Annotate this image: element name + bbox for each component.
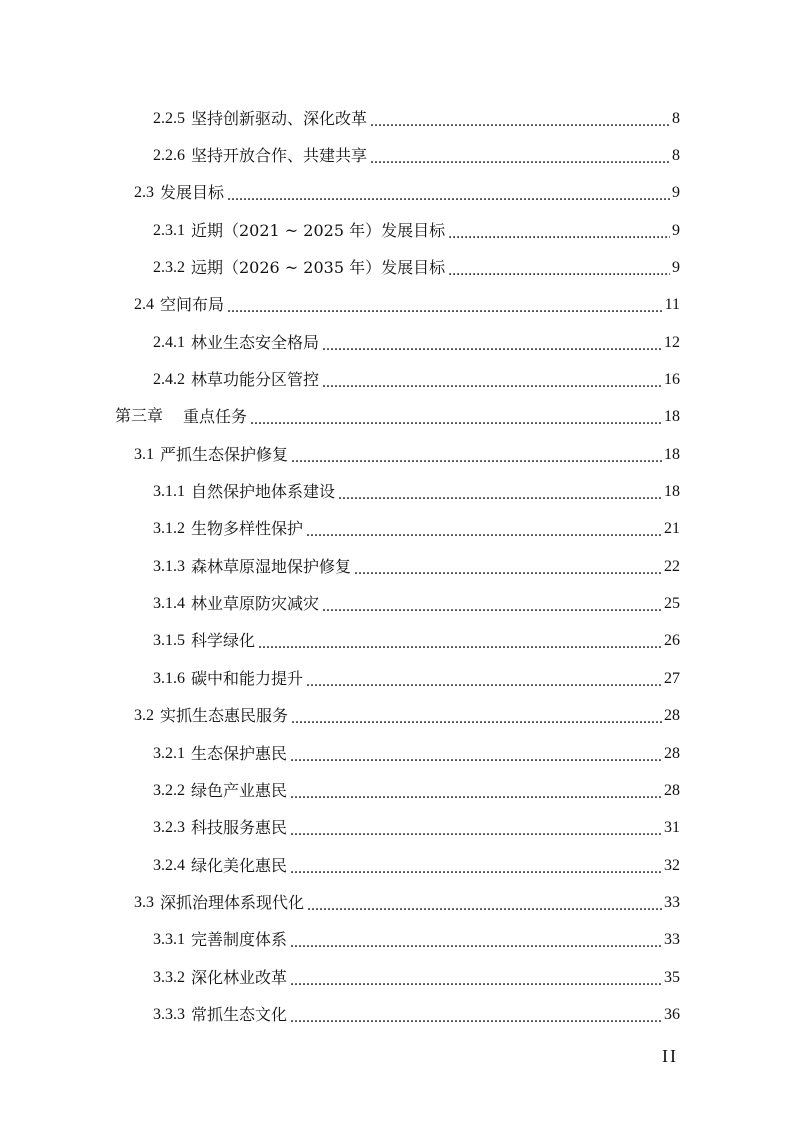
dot-leader <box>307 896 662 916</box>
toc-entry[interactable] <box>0 996 793 1033</box>
toc-entry[interactable] <box>0 511 793 548</box>
toc-entry[interactable] <box>0 660 793 697</box>
toc-entry-title: 坚持创新驱动、深化改革 <box>191 108 368 128</box>
toc-entry[interactable] <box>0 137 793 174</box>
toc-entry-page: 12 <box>664 333 680 351</box>
dot-leader <box>290 859 662 879</box>
dot-leader <box>227 186 670 206</box>
dot-leader <box>291 709 662 729</box>
dot-leader <box>227 298 663 318</box>
toc-entry-number: 3.2.1 <box>153 744 185 762</box>
toc-entry-title: 远期（2026 ~ 2035 年）发展目标 <box>191 258 446 278</box>
toc-entry[interactable] <box>0 361 793 398</box>
dot-leader <box>448 261 670 281</box>
toc-entry-page: 22 <box>664 557 680 575</box>
toc-entry[interactable] <box>0 959 793 996</box>
table-of-contents <box>0 100 793 1034</box>
toc-entry-number: 2.4.2 <box>153 371 185 389</box>
dot-leader <box>322 373 662 393</box>
toc-entry-number: 3.2.2 <box>153 781 185 799</box>
dot-leader <box>290 784 662 804</box>
toc-entry-page: 18 <box>664 483 680 501</box>
dot-leader <box>290 1008 662 1028</box>
toc-entry[interactable] <box>0 922 793 959</box>
toc-entry[interactable] <box>0 623 793 660</box>
toc-entry-title: 深抓治理体系现代化 <box>160 892 305 912</box>
toc-entry-number: 3.1.1 <box>153 483 185 501</box>
toc-entry-title: 碳中和能力提升 <box>191 668 304 688</box>
toc-entry-number: 3.3.3 <box>153 1005 185 1023</box>
toc-entry-title: 近期（2021 ~ 2025 年）发展目标 <box>191 220 446 240</box>
toc-entry[interactable] <box>0 810 793 847</box>
dot-leader <box>322 336 662 356</box>
toc-entry-number: 2.2.5 <box>153 109 185 127</box>
toc-entry-page: 9 <box>672 259 680 277</box>
toc-entry-page: 18 <box>664 445 680 463</box>
dot-leader <box>306 522 662 542</box>
toc-entry-number: 2.4 <box>134 296 154 314</box>
toc-entry-page: 8 <box>672 147 680 165</box>
toc-entry-number: 2.2.6 <box>153 147 185 165</box>
toc-entry-title: 深化林业改革 <box>191 967 288 987</box>
toc-entry[interactable] <box>0 100 793 137</box>
toc-entry[interactable] <box>0 585 793 622</box>
toc-entry-page: 27 <box>664 669 680 687</box>
toc-entry-page: 33 <box>664 893 680 911</box>
dot-leader <box>290 971 662 991</box>
toc-entry-page: 28 <box>664 781 680 799</box>
toc-entry[interactable] <box>0 735 793 772</box>
toc-entry-page: 11 <box>664 296 680 314</box>
dot-leader <box>250 410 662 430</box>
dot-leader <box>448 224 670 244</box>
toc-entry[interactable] <box>0 249 793 286</box>
dot-leader <box>290 933 662 953</box>
toc-entry[interactable] <box>0 884 793 921</box>
toc-entry-title: 林草功能分区管控 <box>191 370 320 390</box>
toc-entry[interactable] <box>0 287 793 324</box>
toc-entry-number: 2.3.2 <box>153 259 185 277</box>
dot-leader <box>306 672 662 692</box>
toc-entry-page: 9 <box>672 184 680 202</box>
toc-entry[interactable] <box>0 436 793 473</box>
toc-entry[interactable] <box>0 698 793 735</box>
toc-entry-number: 3.1.2 <box>153 520 185 538</box>
toc-entry-number: 3.3 <box>134 893 154 911</box>
toc-entry-page: 32 <box>664 856 680 874</box>
toc-entry-title: 自然保护地体系建设 <box>191 482 336 502</box>
toc-entry[interactable] <box>0 212 793 249</box>
toc-entry-number: 3.1.3 <box>153 557 185 575</box>
toc-entry-title: 绿化美化惠民 <box>191 855 288 875</box>
toc-entry-page: 18 <box>664 408 680 426</box>
toc-entry-page: 35 <box>664 968 680 986</box>
toc-entry-title: 绿色产业惠民 <box>191 780 288 800</box>
toc-entry-page: 16 <box>664 371 680 389</box>
toc-entry[interactable] <box>0 772 793 809</box>
toc-entry-page: 25 <box>664 595 680 613</box>
dot-leader <box>370 149 670 169</box>
toc-entry-title: 重点任务 <box>183 407 248 427</box>
toc-entry[interactable] <box>0 399 793 436</box>
dot-leader <box>354 560 662 580</box>
toc-entry-title: 生物多样性保护 <box>191 519 304 539</box>
toc-entry-page: 21 <box>664 520 680 538</box>
toc-entry-title: 生态保护惠民 <box>191 743 288 763</box>
dot-leader <box>291 448 662 468</box>
dot-leader <box>290 821 662 841</box>
toc-entry[interactable] <box>0 847 793 884</box>
dot-leader <box>258 634 662 654</box>
toc-entry-title: 林业草原防灾减灾 <box>191 594 320 614</box>
dot-leader <box>370 112 670 132</box>
dot-leader <box>322 597 662 617</box>
toc-entry-title: 科学绿化 <box>191 631 256 651</box>
page-number: II <box>662 1046 678 1066</box>
toc-entry[interactable] <box>0 473 793 510</box>
toc-entry-title: 完善制度体系 <box>191 930 288 950</box>
toc-entry-number: 2.3.1 <box>153 221 185 239</box>
toc-entry-number: 第三章 <box>115 408 164 426</box>
toc-entry[interactable] <box>0 175 793 212</box>
dot-leader <box>338 485 662 505</box>
toc-entry-title: 森林草原湿地保护修复 <box>191 556 352 576</box>
toc-entry-page: 28 <box>664 707 680 725</box>
toc-entry-page: 33 <box>664 931 680 949</box>
toc-entry-number: 3.1.6 <box>153 669 185 687</box>
toc-entry-page: 28 <box>664 744 680 762</box>
toc-entry-number: 3.2.3 <box>153 819 185 837</box>
toc-entry-number: 2.4.1 <box>153 333 185 351</box>
toc-entry-title: 坚持开放合作、共建共享 <box>191 146 368 166</box>
toc-entry-number: 2.3 <box>134 184 154 202</box>
toc-entry-number: 3.3.2 <box>153 968 185 986</box>
toc-entry-number: 3.3.1 <box>153 931 185 949</box>
toc-entry-number: 3.2 <box>134 707 154 725</box>
toc-entry-page: 8 <box>672 109 680 127</box>
toc-entry-page: 26 <box>664 632 680 650</box>
toc-entry[interactable] <box>0 324 793 361</box>
toc-entry-title: 科技服务惠民 <box>191 818 288 838</box>
toc-entry-title: 常抓生态文化 <box>191 1004 288 1024</box>
toc-entry-title: 空间布局 <box>160 295 225 315</box>
toc-entry-number: 3.1.5 <box>153 632 185 650</box>
toc-entry-title: 严抓生态保护修复 <box>160 444 289 464</box>
dot-leader <box>290 747 662 767</box>
toc-entry-title: 发展目标 <box>160 183 225 203</box>
toc-entry-page: 31 <box>664 819 680 837</box>
toc-entry-title: 实抓生态惠民服务 <box>160 706 289 726</box>
toc-entry-title: 林业生态安全格局 <box>191 332 320 352</box>
toc-entry-number: 3.1.4 <box>153 595 185 613</box>
toc-entry-number: 3.1 <box>134 445 154 463</box>
toc-entry[interactable] <box>0 548 793 585</box>
toc-entry-number: 3.2.4 <box>153 856 185 874</box>
toc-entry-page: 36 <box>664 1005 680 1023</box>
toc-entry-page: 9 <box>672 221 680 239</box>
